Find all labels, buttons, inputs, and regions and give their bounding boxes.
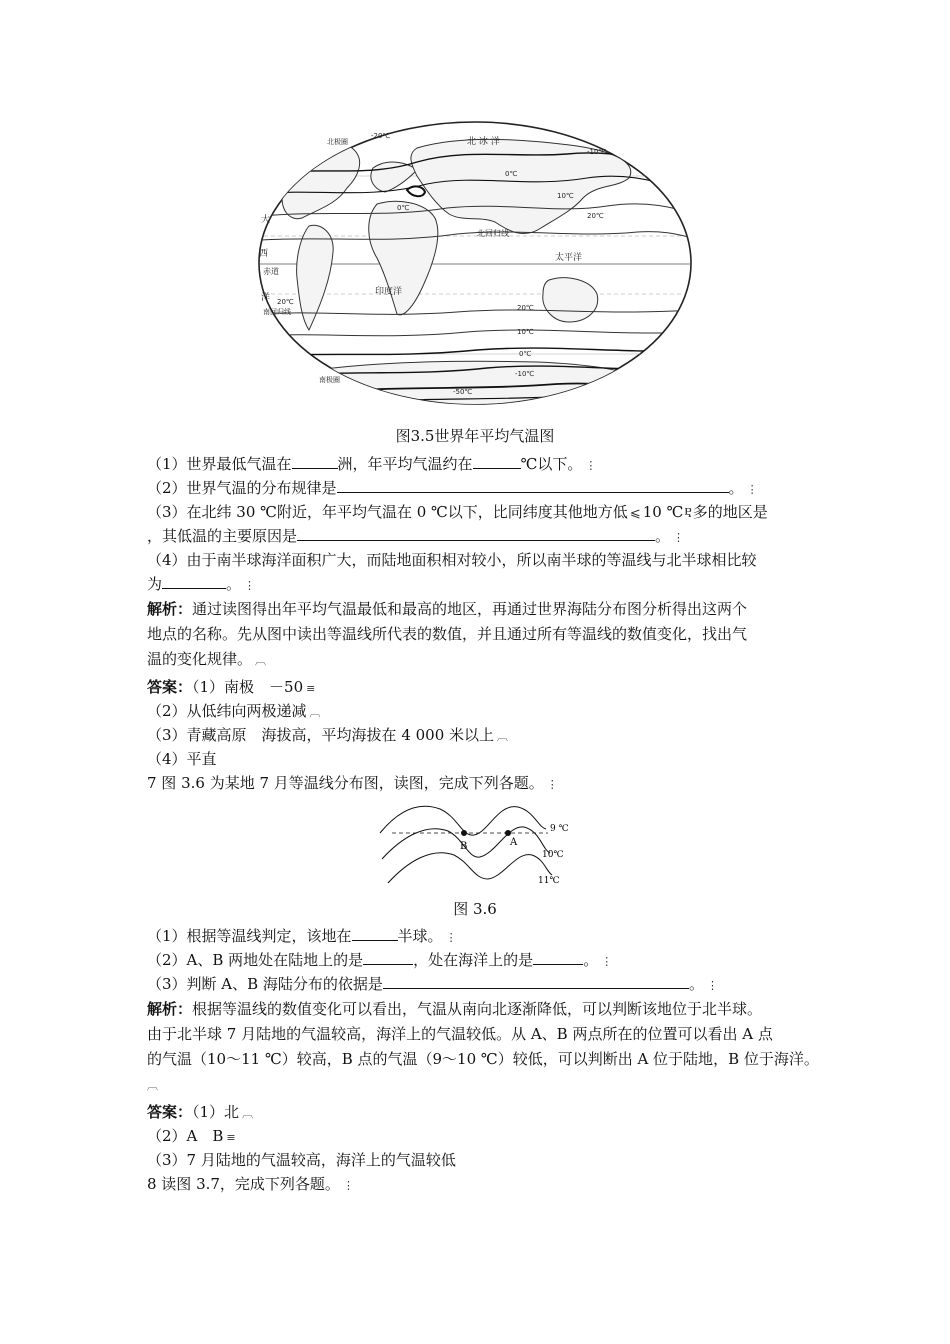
q1-blank-5[interactable]	[162, 572, 226, 589]
q1-item-2-text-a: （2）世界气温的分布规律是	[147, 479, 337, 497]
q1-blank-3[interactable]	[337, 476, 729, 493]
section-mark-icon: ︹	[242, 1107, 254, 1120]
paragraph-mark-icon: ⋮	[673, 531, 685, 544]
q7-item-3	[147, 972, 817, 998]
q1-item-4-cont-text-a: 为	[147, 575, 163, 593]
double-chevron-icon: ⩽	[629, 506, 641, 521]
map-label-temp-neg10-south: -10℃	[515, 370, 535, 378]
isotherm-11c	[388, 853, 552, 883]
map-label-temp-20-west: 20℃	[277, 298, 294, 306]
q1-item-3-text-a: （3）在北纬 30 ℃附近，年平均气温在 0 ℃以下，比同纬度其他地方低	[147, 503, 628, 521]
q7-answer-text-2: （2）A B	[147, 1127, 224, 1145]
q1-answer-4: （4）平直	[147, 750, 217, 768]
q7-item-2-text-c: 。	[583, 951, 599, 969]
q1-answer-label: 答案：	[147, 678, 193, 696]
q1-analysis-1	[147, 597, 817, 621]
q7-intro-text: 7 图 3.6 为某地 7 月等温线分布图，读图，完成下列各题。	[147, 774, 544, 792]
map-label-arctic-circle: 北极圈	[327, 138, 348, 146]
q1-item-3-cont-text-a: ，其低温的主要原因是	[147, 527, 298, 545]
q1-blank-4[interactable]	[297, 524, 655, 541]
q7-answer-text-1: （1）北	[192, 1103, 240, 1121]
q1-item-3-text-c: 多的地区是	[692, 503, 768, 521]
map-label-arctic-ocean: 北 冰 洋	[467, 137, 500, 147]
q7-answer-2	[147, 1124, 817, 1150]
q7-blank-4[interactable]	[383, 972, 689, 989]
world-temperature-map	[257, 118, 693, 408]
q7-intro	[147, 771, 817, 797]
q1-item-4-cont-text-b: 。	[226, 575, 242, 593]
isotherm-9c-label: 9 ℃	[550, 824, 569, 834]
q1-answer-1	[147, 675, 817, 701]
isotherm-diagram	[378, 797, 578, 889]
point-a-label: A	[510, 837, 518, 848]
q1-item-2-text-b: 。	[728, 479, 744, 497]
q7-blank-3[interactable]	[533, 948, 583, 965]
paragraph-mark-icon: ⋮	[445, 931, 457, 944]
paragraph-mark-icon: ⋮	[585, 459, 597, 472]
paragraph-mark-icon: ⋮	[706, 979, 718, 992]
q7-analysis-1	[147, 997, 817, 1021]
q7-item-1	[147, 924, 817, 950]
q7-item-3-text-b: 。	[688, 975, 704, 993]
q1-item-4: （4）由于南半球海洋面积广大，而陆地面积相对较小，所以南半球的等温线与北半球相比较	[147, 551, 757, 569]
q1-item-3-cont	[147, 524, 817, 550]
map-label-tropic-of-capricorn: 南回归线	[263, 308, 291, 316]
q1-answer-text-3: （3）青藏高原 海拔高，平均海拔在 4 000 米以上	[147, 726, 495, 744]
figure-3-6-caption: 图 3.6	[453, 900, 497, 918]
q1-analysis-label: 解析：	[147, 600, 193, 618]
paragraph-mark-icon: ⋮	[342, 1179, 354, 1192]
map-label-temp-10: 10℃	[557, 192, 574, 200]
q7-item-1-text-a: （1）根据等温线判定，该地在	[147, 927, 352, 945]
map-label-temp-0-south: 0℃	[519, 350, 532, 358]
q1-answer-2	[147, 699, 817, 725]
q7-item-3-text-a: （3）判断 A、B 海陆分布的依据是	[147, 975, 383, 993]
q1-item-1-text-c: ℃以下。	[520, 455, 583, 473]
map-label-indian-ocean: 印度洋	[375, 287, 403, 297]
map-label-atlantic-3: 洋	[261, 293, 271, 303]
q1-item-4-cont	[147, 572, 817, 598]
map-label-tropic-of-cancer: 北回归线	[477, 229, 509, 238]
q7-item-2-text-b: ，处在海洋上的是	[413, 951, 534, 969]
map-label-antarctic-circle: 南极圈	[319, 376, 340, 384]
isotherm-10c-label: 10℃	[542, 850, 564, 860]
section-mark-icon: ︹	[147, 1079, 158, 1092]
equal-mark-icon: ≡	[226, 1131, 236, 1144]
q1-answer-text-1: （1）南极 －50	[192, 678, 304, 696]
map-label-temp-neg20: -20℃	[371, 132, 391, 140]
q1-analysis-2: 地点的名称。先从图中读出等温线所代表的数值，并且通过所有等温线的数值变化，找出气	[147, 625, 748, 643]
equal-mark-icon: ≡	[306, 682, 316, 695]
q8-intro-text: 8 读图 3.7，完成下列各题。	[147, 1175, 340, 1193]
q7-analysis-2: 由于北半球 7 月陆地的气温较高，海洋上的气温较低。从 A、B 两点所在的位置可以看出 A 点	[147, 1025, 773, 1043]
q1-blank-2[interactable]	[473, 452, 521, 469]
map-label-temp-neg10: -10℃	[587, 148, 607, 156]
paragraph-mark-icon: ⋮	[601, 955, 613, 968]
isotherm-11c-label: 11℃	[538, 876, 560, 886]
cursor-mark-icon: Ⴒ	[684, 507, 692, 520]
section-mark-icon: ︹	[497, 730, 509, 743]
q7-blank-2[interactable]	[363, 948, 413, 965]
map-label-atlantic-1: 大	[261, 215, 271, 225]
q1-answer-3	[147, 723, 817, 749]
q1-blank-1[interactable]	[292, 452, 338, 469]
q7-answer-3: （3）7 月陆地的气温较高，海洋上的气温较低	[147, 1151, 456, 1169]
map-label-equator: 赤道	[263, 267, 279, 276]
q7-analysis-label: 解析：	[147, 1000, 193, 1018]
figure-3-5-caption: 图3.5世界年平均气温图	[395, 427, 555, 445]
q7-answer-1	[147, 1100, 817, 1126]
q7-item-1-text-b: 半球。	[397, 927, 443, 945]
map-label-pacific-ocean: 太平洋	[555, 253, 583, 263]
q1-analysis-text-1: 通过读图得出年平均气温最低和最高的地区，再通过世界海陆分布图分析得出这两个	[192, 600, 748, 618]
map-label-temp-neg50-south: -50℃	[453, 388, 473, 396]
q1-analysis-3	[147, 647, 817, 673]
q1-answer-text-2: （2）从低纬向两极递减	[147, 702, 307, 720]
map-label-temp-20: 20℃	[587, 212, 604, 220]
q7-analysis-mark	[147, 1072, 817, 1098]
map-label-temp-0: 0℃	[505, 170, 518, 178]
q7-answer-label: 答案：	[147, 1103, 193, 1121]
q1-item-3-cont-text-b: 。	[655, 527, 671, 545]
paragraph-mark-icon: ⋮	[244, 579, 256, 592]
q1-item-1	[147, 452, 817, 478]
map-label-temp-0-west: 0℃	[397, 204, 410, 212]
q7-analysis-3: 的气温（10～11 ℃）较高，B 点的气温（9～10 ℃）较低，可以判断出 A 位于陆地，B 位于海洋。	[147, 1050, 819, 1068]
q7-item-2-text-a: （2）A、B 两地处在陆地上的是	[147, 951, 364, 969]
q1-item-1-text-a: （1）世界最低气温在	[147, 455, 292, 473]
point-a-marker	[505, 830, 511, 836]
q1-item-2	[147, 476, 817, 502]
q7-item-2	[147, 948, 817, 974]
paragraph-mark-icon: ⋮	[546, 778, 558, 791]
map-label-temp-10-south: 10℃	[517, 328, 534, 336]
map-label-atlantic-2: 西	[259, 249, 269, 259]
q1-item-3	[147, 500, 817, 526]
q7-analysis-text-1: 根据等温线的数值变化可以看出，气温从南向北逐渐降低，可以判断该地位于北半球。	[192, 1000, 763, 1018]
map-label-temp-20-south: 20℃	[517, 304, 534, 312]
q8-intro	[147, 1172, 817, 1198]
q7-blank-1[interactable]	[352, 924, 398, 941]
point-b-marker	[461, 830, 467, 836]
section-mark-icon: ︹	[255, 654, 267, 667]
section-mark-icon: ︹	[309, 706, 321, 719]
paragraph-mark-icon: ⋮	[746, 483, 758, 496]
q1-item-1-text-b: 洲，年平均气温约在	[337, 455, 473, 473]
point-b-label: B	[460, 841, 468, 852]
q1-analysis-text-3: 温的变化规律。	[147, 650, 253, 668]
q1-item-3-text-b: 10 ℃	[642, 503, 684, 521]
